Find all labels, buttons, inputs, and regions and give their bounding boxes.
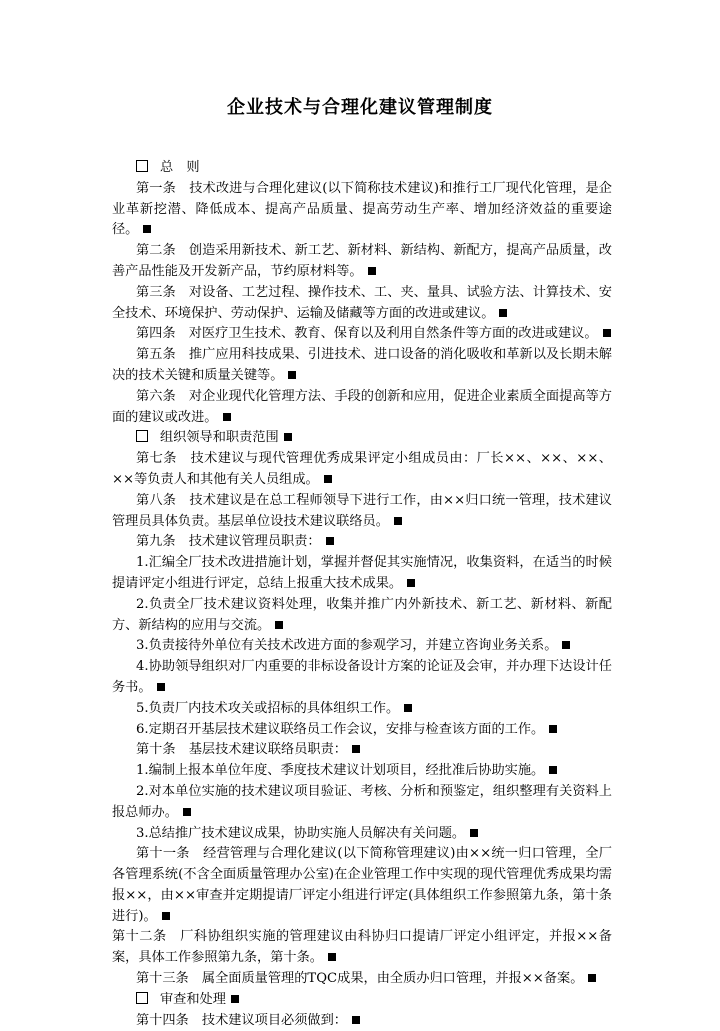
paragraph-text: 第十三条 属全面质量管理的TQC成果，由全质办归口管理，并报××备案。 [136, 971, 584, 987]
paragraph-text: 第二条 创造采用新技术、新工艺、新材料、新结构、新配方，提高产品质量，改善产品性能及开发新产品，节约原材料等。 [112, 243, 612, 279]
paragraph-text: 1.编制上报本单位年度、季度技术建议计划项目，经批准后协助实施。 [136, 763, 545, 779]
paragraph-text: 组织领导和职责范围 [160, 430, 279, 446]
paragraph-mark-icon [157, 683, 165, 691]
article-paragraph [112, 761, 612, 782]
section-heading [112, 158, 612, 179]
article-paragraph [112, 345, 612, 387]
article-paragraph [112, 595, 612, 637]
paragraph-text: 第九条 技术建议管理员职责： [136, 534, 321, 550]
paragraph-mark-icon [231, 995, 239, 1003]
paragraph-text: 2.负责全厂技术建议资料处理，收集并推广内外新技术、新工艺、新材料、新配方、新结构的应用与交流。 [112, 596, 612, 633]
paragraph-mark-icon [549, 725, 557, 733]
article-paragraph [112, 740, 612, 761]
paragraph-text: 第十条 基层技术建议联络员职责： [136, 742, 347, 758]
paragraph-text: 4.协助领导组织对厂内重要的非标设备设计方案的论证及会审，并办理下达设计任务书。 [112, 659, 612, 695]
paragraph-mark-icon [499, 309, 507, 317]
article-paragraph [112, 532, 612, 553]
paragraph-mark-icon [275, 621, 283, 629]
paragraph-mark-icon [143, 225, 151, 233]
document-title: 企业技术与合理化建议管理制度 [227, 97, 493, 118]
paragraph-mark-icon [470, 829, 478, 837]
paragraph-mark-icon [368, 267, 376, 275]
paragraph-text: 5.负责厂内技术攻关或招标的具体组织工作。 [136, 700, 400, 716]
paragraph-mark-icon [326, 537, 334, 545]
paragraph-mark-icon [183, 808, 191, 816]
article-paragraph [112, 491, 612, 533]
article-paragraph [112, 720, 612, 741]
paragraph-text: 第一条 技术改进与合理化建议(以下简称技术建议)和推行工厂现代化管理，是企业革新挖潜、降低成本、提高产品质量、提高劳动生产率、增加经济效益的重要途径。 [112, 180, 612, 238]
article-paragraph [112, 1011, 612, 1031]
paragraph-mark-icon [603, 329, 611, 337]
paragraph-text: 第三条 对设备、工艺过程、操作技术、工、夹、量具、试验方法、计算技术、安全技术、环境保护、劳动保护、运输及储藏等方面的改进或建议。 [112, 284, 612, 321]
article-paragraph [112, 927, 612, 969]
paragraph-mark-icon [562, 641, 570, 649]
article-paragraph [112, 387, 612, 429]
article-paragraph [112, 636, 612, 657]
paragraph-mark-icon [284, 433, 292, 441]
paragraph-mark-icon [328, 953, 336, 961]
paragraph-text: 2.对本单位实施的技术建议项目验证、考核、分析和预鉴定，组织整理有关资料上报总师办。 [112, 783, 612, 820]
paragraph-mark-icon [162, 912, 170, 920]
checkbox-icon [136, 160, 148, 172]
article-paragraph [112, 241, 612, 283]
paragraph-text: 3.总结推广技术建议成果，协助实施人员解决有关问题。 [136, 825, 466, 841]
article-paragraph [112, 553, 612, 595]
paragraph-text: 第八条 技术建议是在总工程师领导下进行工作，由××归口统一管理，技术建议管理员具体负责。基层单位设技术建议联络员。 [112, 492, 612, 529]
article-paragraph [112, 179, 612, 241]
article-paragraph [112, 782, 612, 824]
paragraph-mark-icon [324, 475, 332, 483]
paragraph-text: 1.汇编全厂技术改进措施计划，掌握并督促其实施情况，收集资料，在适当的时候提请评定小组进行评定，总结上报重大技术成果。 [112, 555, 612, 591]
paragraph-mark-icon [588, 974, 596, 982]
paragraph-text: 第十四条 技术建议项目必须做到： [136, 1012, 347, 1028]
checkbox-icon [136, 430, 148, 442]
document-body [112, 158, 612, 1031]
paragraph-mark-icon [394, 517, 402, 525]
article-paragraph [112, 449, 612, 491]
paragraph-mark-icon [407, 579, 415, 587]
paragraph-text: 第六条 对企业现代化管理方法、手段的创新和应用，促进企业素质全面提高等方面的建议或改进。 [112, 388, 612, 425]
paragraph-text: 第四条 对医疗卫生技术、教育、保育以及利用自然条件等方面的改进或建议。 [136, 326, 598, 342]
article-paragraph [112, 824, 612, 845]
paragraph-text: 审查和处理 [160, 991, 226, 1007]
section-heading [112, 428, 612, 449]
paragraph-text: 总 则 [160, 160, 200, 175]
paragraph-mark-icon [352, 745, 360, 753]
article-paragraph [112, 283, 612, 325]
article-paragraph [112, 699, 612, 720]
paragraph-text: 6.定期召开基层技术建议联络员工作会议，安排与检查该方面的工作。 [136, 721, 545, 737]
section-heading [112, 990, 612, 1011]
article-paragraph [112, 969, 612, 990]
paragraph-text: 第十一条 经营管理与合理化建议(以下简称管理建议)由××统一归口管理，全厂各管理系统(不含全面质量管理办公室)在企业管理工作中实现的现代管理优秀成果均需报××，由××审查并定期提请厂评定小组进行评定(具体组织工作参照第九条，第十条进行)。 [112, 846, 612, 924]
paragraph-mark-icon [404, 704, 412, 712]
paragraph-text: 第十二条 厂科协组织实施的管理建议由科协归口提请厂评定小组评定，并报××备案，具体工作参照第九条，第十条。 [112, 929, 612, 966]
paragraph-mark-icon [288, 371, 296, 379]
paragraph-mark-icon [549, 766, 557, 774]
article-paragraph [112, 844, 612, 927]
paragraph-text: 第七条 技术建议与现代管理优秀成果评定小组成员由：厂长××、××、××、××等负责人和其他有关人员组成。 [112, 451, 612, 487]
paragraph-mark-icon [223, 413, 231, 421]
article-paragraph [112, 324, 612, 345]
checkbox-icon [136, 992, 148, 1004]
paragraph-text: 3.负责接待外单位有关技术改进方面的参观学习，并建立咨询业务关系。 [136, 638, 558, 654]
paragraph-text: 第五条 推广应用科技成果、引进技术、进口设备的消化吸收和革新以及长期未解决的技术关键和质量关键等。 [112, 347, 612, 383]
article-paragraph [112, 657, 612, 699]
